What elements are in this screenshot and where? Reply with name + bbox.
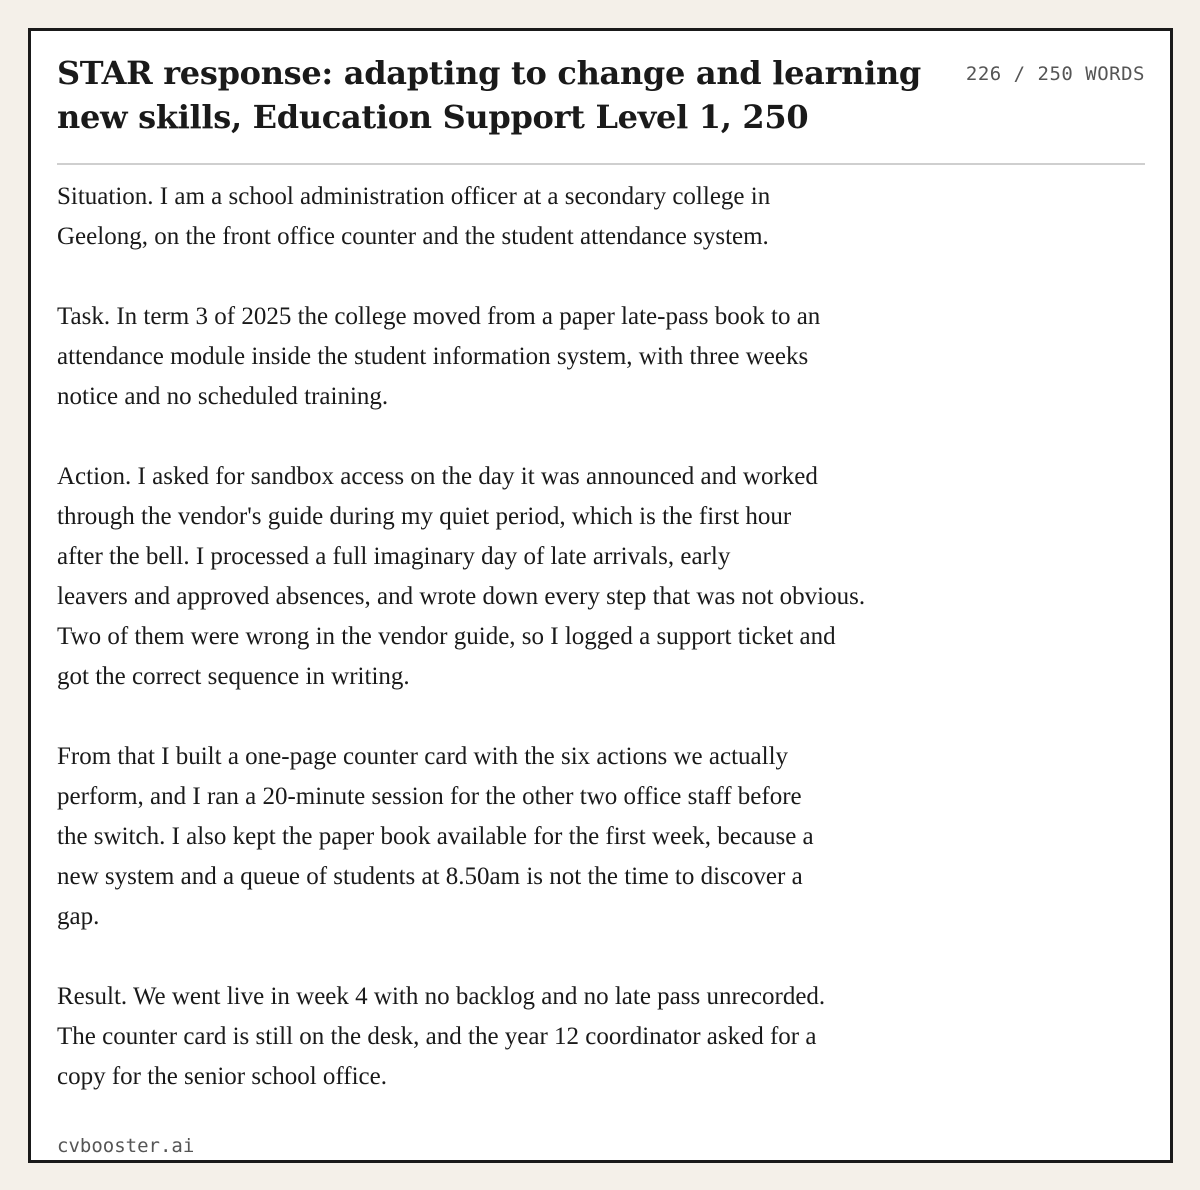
star-response-card: [28, 28, 1173, 1163]
brand-footer: cvbooster.ai: [57, 1135, 195, 1157]
response-body: [57, 177, 1037, 1097]
paragraph-task: Task. In term 3 of 2025 the college moved from a paper late-pass book to an attendance module inside the student information system, with three weeks notice and no scheduled training.: [57, 303, 821, 410]
paragraph-action: Action. I asked for sandbox access on the day it was announced and worked through the vendor's guide during my quiet period, which is the first hour after the bell. I processed a full imaginary day of late arrivals, early leavers and approved absences, and wrote down every step that was not obvious. Two of them were wrong in the vendor guide, so I logged a support ticket and got the correct sequence in writing.: [57, 463, 866, 690]
paragraph-result: Result. We went live in week 4 with no backlog and no late pass unrecorded. The counter card is still on the desk, and the year 12 coordinator asked for a copy for the senior school office.: [57, 983, 826, 1090]
paragraph-situation: Situation. I am a school administration officer at a secondary college in Geelong, on the front office counter and the student attendance system.: [57, 183, 771, 250]
word-count-badge: 226 / 250 WORDS: [965, 63, 1145, 85]
card-header: [57, 51, 1145, 165]
page-title: STAR response: adapting to change and learning new skills, Education Support Level 1, 250: [57, 54, 921, 136]
paragraph-action-continued: From that I built a one-page counter card with the six actions we actually perform, and I ran a 20-minute session for the other two office staff before the switch. I also kept the paper book available for the first week, because a new system and a queue of students at 8.50am is not the time to discover a gap.: [57, 743, 814, 930]
